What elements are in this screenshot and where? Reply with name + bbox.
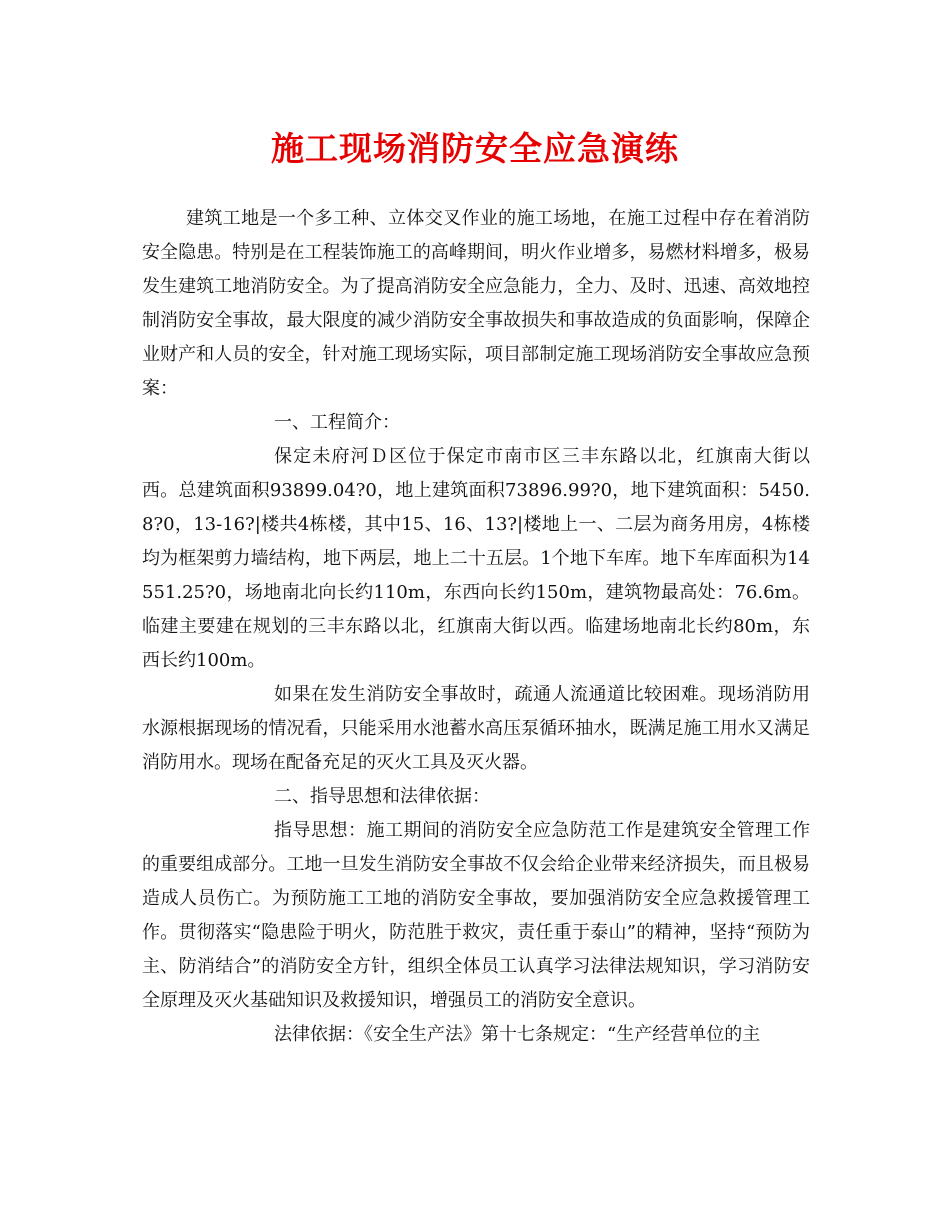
paragraph-project-overview: 保定未府河Ｄ区位于保定市南市区三丰东路以北，红旗南大街以西。总建筑面积93899.04?0，地上建筑面积73896.99?0，地下建筑面积：5450.8?0，13-16?|楼共4栋楼，其中15、16、13?|楼地上一、二层为商务用房，4栋楼均为框架剪力墙结构，地下两层，地上二十五层。1个地下车库。地下车库面积为14551.25?0，场地南北向长约110m，东西向长约150m，建筑物最高处：76.6m。临建主要建在规划的三丰东路以北，红旗南大街以西。临建场地南北长约80m，东西长约100m。: [142, 446, 810, 671]
document-title: 施工现场消防安全应急演练: [271, 129, 679, 168]
paragraph-fire-water-supply: 如果在发生消防安全事故时，疏通人流通道比较困难。现场消防用水源根据现场的情况看，只能采用水池蓄水高压泵循环抽水，既满足施工用水又满足消防用水。现场在配备充足的灭火工具及灭火器。: [142, 684, 810, 773]
section-heading-project-overview: 一、工程简介：: [274, 412, 400, 433]
paragraph-guiding-ideas: 指导思想：施工期间的消防安全应急防范工作是建筑安全管理工作的重要组成部分。工地一旦发生消防安全事故不仅会给企业带来经济损失，而且极易造成人员伤亡。为预防施工工地的消防安全事故，要加强消防安全应急救援管理工作。贯彻落实“隐患险于明火，防范胜于救灾，责任重于泰山”的精神，坚持“预防为主、防消结合”的消防安全方针，组织全体员工认真学习法律法规知识，学习消防安全原理及灭火基础知识及救援知识，增强员工的消防安全意识。: [142, 820, 810, 1011]
paragraph-intro: 建筑工地是一个多工种、立体交叉作业的施工场地，在施工过程中存在着消防安全隐患。特别是在工程装饰施工的高峰期间，明火作业增多，易燃材料增多，极易发生建筑工地消防安全。为了提高消防安全应急能力，全力、及时、迅速、高效地控制消防安全事故，最大限度的减少消防安全事故损失和事故造成的负面影响，保障企业财产和人员的安全，针对施工现场实际，项目部制定施工现场消防安全事故应急预案：: [142, 208, 810, 399]
document-body: [142, 202, 810, 1052]
section-heading-guiding-ideas: 二、指导思想和法律依据：: [274, 786, 490, 807]
paragraph-legal-basis: 法律依据：《安全生产法》第十七条规定：“生产经营单位的主: [274, 1024, 761, 1045]
